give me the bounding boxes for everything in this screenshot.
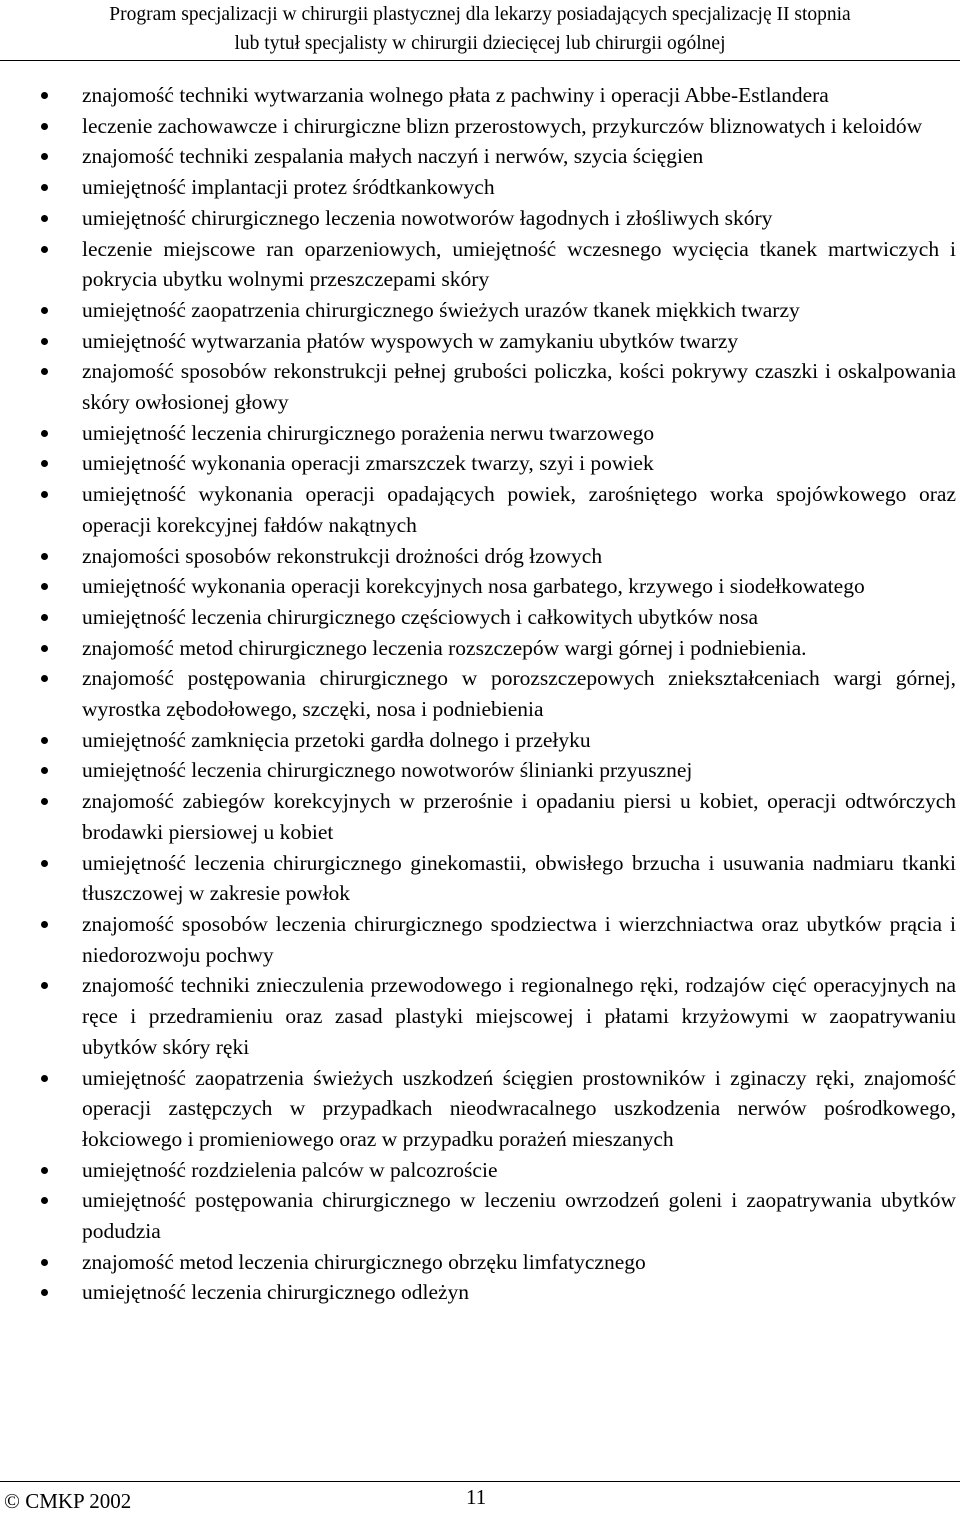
list-item bbox=[0, 203, 960, 234]
bullet-icon bbox=[41, 368, 48, 375]
list-item-text: znajomość techniki wytwarzania wolnego płata z pachwiny i operacji Abbe-Estlandera bbox=[82, 83, 829, 107]
list-item bbox=[0, 663, 960, 724]
bullet-icon bbox=[41, 737, 48, 744]
list-item bbox=[0, 1185, 960, 1246]
bullet-icon bbox=[41, 921, 48, 928]
list-item-text: znajomości sposobów rekonstrukcji drożności dróg łzowych bbox=[82, 543, 603, 568]
list-item-text: znajomość zabiegów korekcyjnych w przerośnie i opadaniu piersi u kobiet, operacji odtwórczych brodawki piersiowej u kobiet bbox=[82, 789, 956, 844]
list-item-text: umiejętność leczenia chirurgicznego częściowych i całkowitych ubytków nosa bbox=[82, 604, 759, 629]
list-item-text: znajomość sposobów leczenia chirurgicznego spodziectwa i wierzchniactwa oraz ubytków prącia i niedorozwoju pochwy bbox=[82, 911, 956, 967]
list-item bbox=[0, 1247, 960, 1278]
list-item bbox=[0, 786, 960, 847]
list-item-text: znajomość sposobów rekonstrukcji pełnej grubości policzka, kości pokrywy czaszki i oskalpowania skóry owłosionej głowy bbox=[82, 359, 956, 415]
bullet-icon bbox=[41, 553, 48, 560]
list-item bbox=[0, 172, 960, 203]
bullet-icon bbox=[41, 338, 48, 345]
list-item-text: umiejętność wykonania operacji zmarszczek twarzy, szyi i powiek bbox=[82, 451, 654, 476]
list-item-text: umiejętność postępowania chirurgicznego w leczeniu owrzodzeń goleni i zaopatrywania ubytków podudzia bbox=[82, 1188, 956, 1244]
bullet-icon bbox=[41, 215, 48, 222]
list-item bbox=[0, 356, 960, 417]
bullet-icon bbox=[41, 614, 48, 621]
list-item-text: umiejętność zamknięcia przetoki gardła dolnego i przełyku bbox=[82, 727, 591, 752]
bullet-icon bbox=[41, 153, 48, 160]
list-item-text: umiejętność chirurgicznego leczenia nowotworów łagodnych i złośliwych skóry bbox=[82, 205, 773, 230]
bullet-icon bbox=[41, 583, 48, 590]
competency-list bbox=[0, 80, 960, 1308]
list-item bbox=[0, 848, 960, 909]
bullet-icon bbox=[41, 982, 48, 989]
footer-divider bbox=[0, 1481, 960, 1482]
list-item bbox=[0, 541, 960, 572]
list-item bbox=[0, 418, 960, 449]
header-line-2: lub tytuł specjalisty w chirurgii dziecięcej lub chirurgii ogólnej bbox=[234, 33, 726, 54]
list-item bbox=[0, 725, 960, 756]
bullet-icon bbox=[41, 1075, 48, 1082]
bullet-icon bbox=[41, 123, 48, 130]
list-item bbox=[0, 234, 960, 295]
bullet-icon bbox=[41, 430, 48, 437]
header-line-1: Program specjalizacji w chirurgii plastycznej dla lekarzy posiadających specjalizację II stopnia bbox=[109, 4, 851, 25]
list-item bbox=[0, 479, 960, 540]
bullet-icon bbox=[41, 1167, 48, 1174]
list-item bbox=[0, 1155, 960, 1186]
page-number: 11 bbox=[466, 1485, 487, 1509]
list-item bbox=[0, 295, 960, 326]
list-item bbox=[0, 448, 960, 479]
list-item bbox=[0, 1277, 960, 1308]
bullet-icon bbox=[41, 246, 48, 253]
list-item bbox=[0, 909, 960, 970]
list-item-text: leczenie miejscowe ran oparzeniowych, umiejętność wczesnego wycięcia tkanek martwiczych i pokrycia ubytku wolnymi przeszczepami skóry bbox=[82, 236, 956, 292]
list-item bbox=[0, 633, 960, 664]
list-item-text: znajomość metod chirurgicznego leczenia rozszczepów wargi górnej i podniebienia. bbox=[82, 635, 807, 660]
list-item bbox=[0, 571, 960, 602]
list-item bbox=[0, 111, 960, 142]
list-item-text: znajomość techniki znieczulenia przewodowego i regionalnego ręki, rodzajów cięć operacyjnych na ręce i przedramieniu oraz zasad plastyki miejscowej i płatami krzyżowymi w zaopatrywaniu ubytków skóry ręki bbox=[82, 973, 956, 1059]
list-item-text: znajomość techniki zespalania małych naczyń i nerwów, szycia ścięgien bbox=[82, 144, 704, 169]
list-item-text: umiejętność zaopatrzenia chirurgicznego świeżych urazów tkanek miękkich twarzy bbox=[82, 297, 800, 322]
list-item bbox=[0, 80, 960, 111]
list-item-text: umiejętność rozdzielenia palców w palcozroście bbox=[82, 1157, 498, 1182]
bullet-icon bbox=[41, 798, 48, 805]
list-item bbox=[0, 755, 960, 786]
list-item-text: znajomość metod leczenia chirurgicznego obrzęku limfatycznego bbox=[82, 1249, 646, 1274]
list-item-text: umiejętność wytwarzania płatów wyspowych w zamykaniu ubytków twarzy bbox=[82, 328, 739, 353]
header-divider bbox=[0, 60, 960, 61]
bullet-icon bbox=[41, 460, 48, 467]
bullet-icon bbox=[41, 1197, 48, 1204]
list-item bbox=[0, 1063, 960, 1155]
bullet-icon bbox=[41, 491, 48, 498]
list-item-text: umiejętność leczenia chirurgicznego ginekomastii, obwisłego brzucha i usuwania nadmiaru tkanki tłuszczowej w zakresie powłok bbox=[82, 850, 956, 906]
list-item-text: umiejętność leczenia chirurgicznego nowotworów ślinianki przyusznej bbox=[82, 758, 693, 783]
list-item-text: umiejętność wykonania operacji korekcyjnych nosa garbatego, krzywego i siodełkowatego bbox=[82, 574, 865, 599]
bullet-icon bbox=[41, 645, 48, 652]
bullet-icon bbox=[41, 1289, 48, 1296]
footer-copyright: © CMKP 2002 bbox=[4, 1489, 132, 1513]
bullet-icon bbox=[41, 92, 48, 99]
page-header bbox=[0, 0, 960, 58]
bullet-icon bbox=[41, 675, 48, 682]
bullet-icon bbox=[41, 860, 48, 867]
bullet-icon bbox=[41, 307, 48, 314]
bullet-icon bbox=[41, 184, 48, 191]
list-item-text: leczenie zachowawcze i chirurgiczne blizn przerostowych, przykurczów bliznowatych i keloidów bbox=[82, 113, 923, 138]
list-item bbox=[0, 602, 960, 633]
bullet-icon bbox=[41, 1259, 48, 1266]
list-item-text: umiejętność leczenia chirurgicznego odleżyn bbox=[82, 1280, 470, 1305]
list-item bbox=[0, 970, 960, 1062]
list-item bbox=[0, 141, 960, 172]
list-item-text: znajomość postępowania chirurgicznego w porozszczepowych zniekształceniach wargi górnej, wyrostka zębodołowego, szczęki, nosa i podniebienia bbox=[82, 666, 956, 722]
list-item bbox=[0, 326, 960, 357]
list-item-text: umiejętność wykonania operacji opadających powiek, zarośniętego worka spojówkowego oraz operacji korekcyjnej fałdów nakątnych bbox=[82, 482, 956, 537]
bullet-icon bbox=[41, 767, 48, 774]
list-item-text: umiejętność zaopatrzenia świeżych uszkodzeń ścięgien prostowników i zginaczy ręki, znajomość operacji zastępczych w przypadkach nieodwracalnego uszkodzenia nerwów pośrodkowego, łokciowego i promieniowego oraz w przypadku porażeń mieszanych bbox=[82, 1065, 956, 1151]
list-item-text: umiejętność implantacji protez śródtkankowych bbox=[82, 175, 495, 200]
list-item-text: umiejętność leczenia chirurgicznego porażenia nerwu twarzowego bbox=[82, 420, 655, 445]
